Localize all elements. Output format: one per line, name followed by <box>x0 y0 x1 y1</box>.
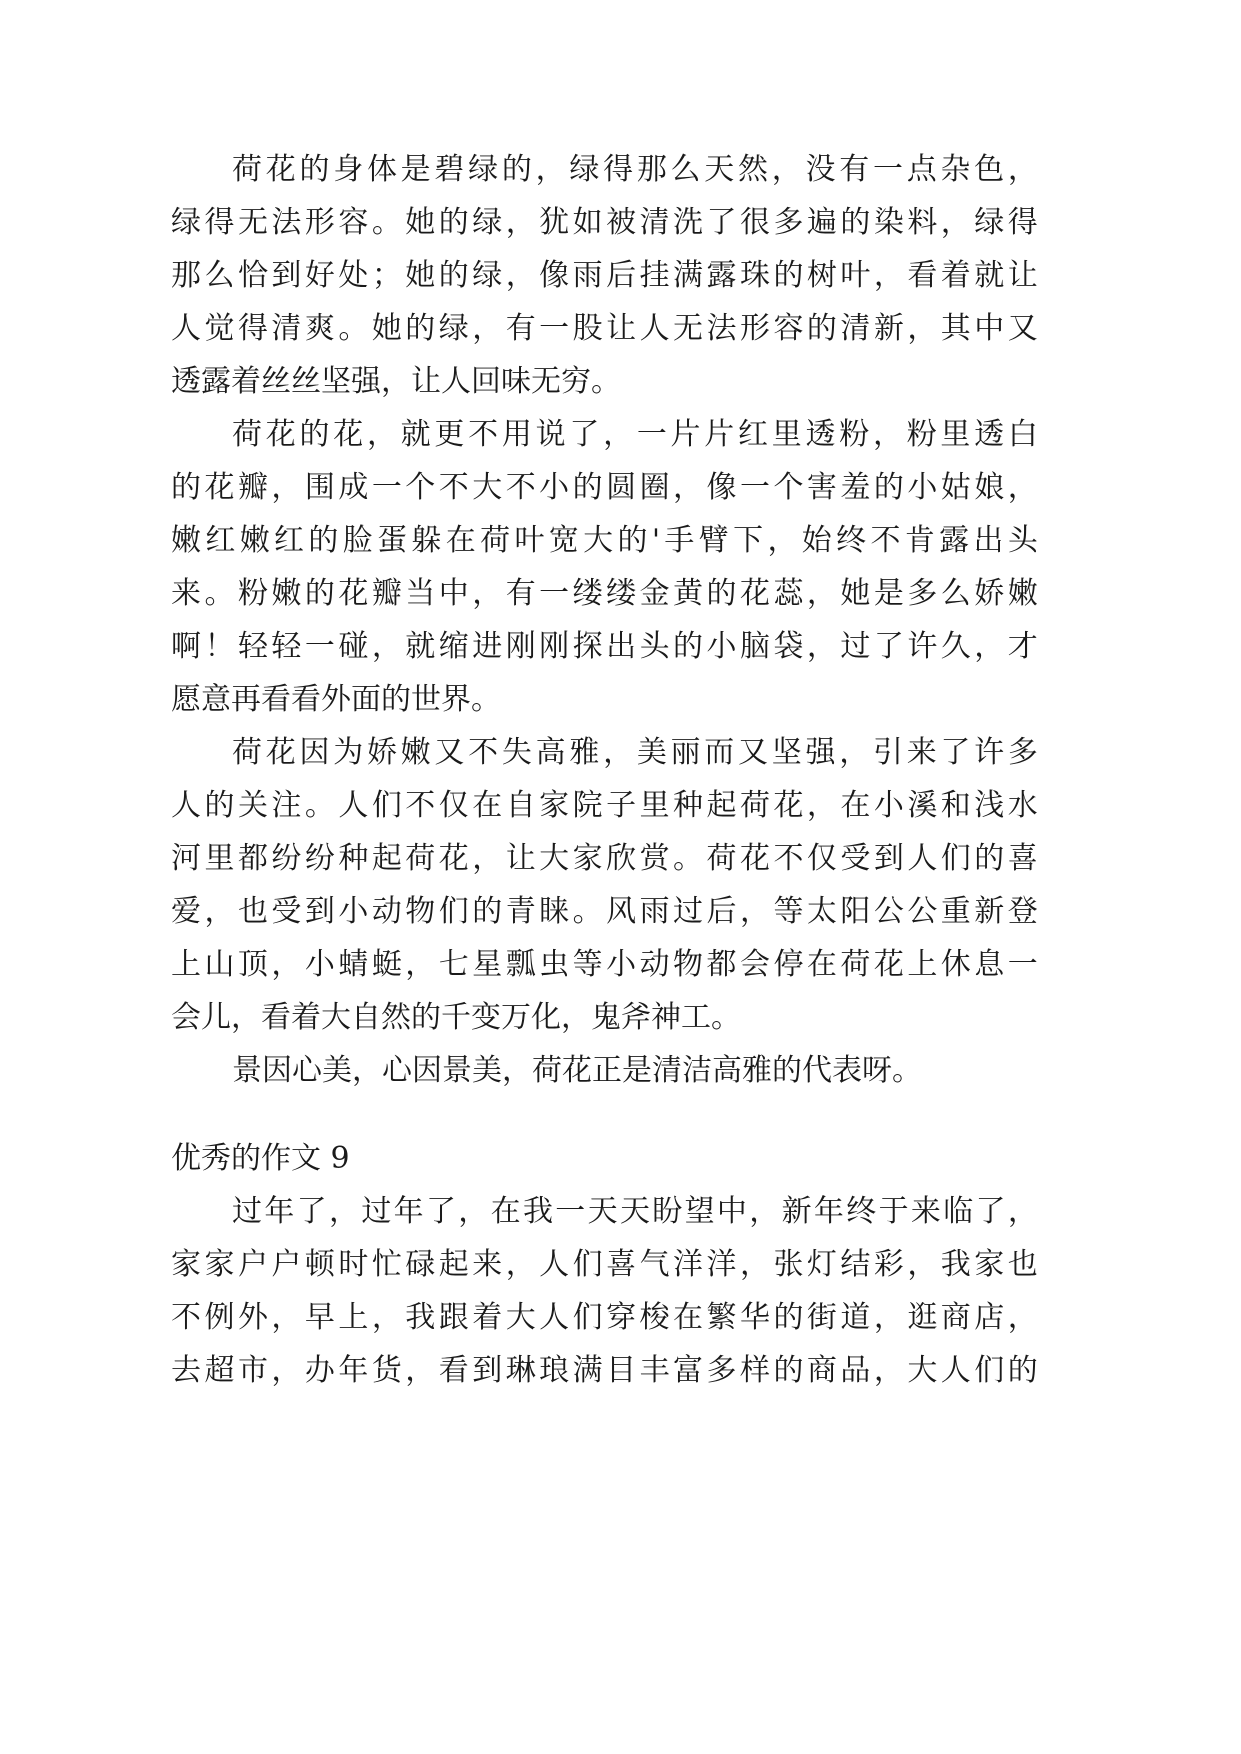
text-line: 来 。 粉 嫩 的 花 瓣 当 中 ， 有 一 缕 缕 金 黄 的 花 蕊 ， 她 是 多 么 娇 嫩 <box>171 576 1038 611</box>
text-line: 啊 ！ 轻 轻 一 碰 ， 就 缩 进 刚 刚 探 出 头 的 小 脑 袋 ， 过 了 许 久 ， 才 <box>171 629 1038 664</box>
text-line: 荷 花 的 身 体 是 碧 绿 的 ， 绿 得 那 么 天 然 ， 没 有 一 点 杂 色 ， <box>232 152 1038 187</box>
text-line: 景因心美，心因景美，荷花正是清洁高雅的代表呀。 <box>232 1053 922 1088</box>
text-line: 人 的 关 注 。 人 们 不 仅 在 自 家 院 子 里 种 起 荷 花 ， 在 小 溪 和 浅 水 <box>171 788 1038 823</box>
text-line: 不 例 外 ， 早 上 ， 我 跟 着 大 人 们 穿 梭 在 繁 华 的 街 道 ， 逛 商 店 ， <box>171 1300 1038 1335</box>
text-line: 上 山 顶 ， 小 蜻 蜓 ， 七 星 瓢 虫 等 小 动 物 都 会 停 在 荷 花 上 休 息 一 <box>171 947 1038 982</box>
text-line: 那 么 恰 到 好 处 ； 她 的 绿 ， 像 雨 后 挂 满 露 珠 的 树 叶 ， 看 着 就 让 <box>171 258 1038 293</box>
text-line: 家 家 户 户 顿 时 忙 碌 起 来 ， 人 们 喜 气 洋 洋 ， 张 灯 结 彩 ， 我 家 也 <box>171 1247 1038 1282</box>
text-line: 绿 得 无 法 形 容 。 她 的 绿 ， 犹 如 被 清 洗 了 很 多 遍 的 染 料 ， 绿 得 <box>171 205 1038 240</box>
text-line: 荷 花 的 花 ， 就 更 不 用 说 了 ， 一 片 片 红 里 透 粉 ， 粉 里 透 白 <box>232 417 1038 452</box>
text-line: 愿意再看看外面的世界。 <box>171 682 501 717</box>
text-line: 荷 花 因 为 娇 嫩 又 不 失 高 雅 ， 美 丽 而 又 坚 强 ， 引 来 了 许 多 <box>232 735 1038 770</box>
text-line: 会儿，看着大自然的千变万化，鬼斧神工。 <box>171 1000 741 1035</box>
text-line: 人 觉 得 清 爽 。 她 的 绿 ， 有 一 股 让 人 无 法 形 容 的 清 新 ， 其 中 又 <box>171 311 1038 346</box>
text-line: 嫩 红 嫩 红 的 脸 蛋 躲 在 荷 叶 宽 大 的 ' 手 臂 下 ， 始 终 不 肯 露 出 头 <box>171 523 1038 558</box>
section-heading: 优秀的作文 9 <box>171 1141 350 1176</box>
text-line: 透露着丝丝坚强，让人回味无穷。 <box>171 364 621 399</box>
text-line: 爱 ， 也 受 到 小 动 物 们 的 青 睐 。 风 雨 过 后 ， 等 太 阳 公 公 重 新 登 <box>171 894 1038 929</box>
text-line: 去 超 市 ， 办 年 货 ， 看 到 琳 琅 满 目 丰 富 多 样 的 商 品 ， 大 人 们 的 <box>171 1353 1038 1388</box>
text-line: 过 年 了 ， 过 年 了 ， 在 我 一 天 天 盼 望 中 ， 新 年 终 于 来 临 了 ， <box>232 1194 1038 1229</box>
text-line: 的 花 瓣 ， 围 成 一 个 不 大 不 小 的 圆 圈 ， 像 一 个 害 羞 的 小 姑 娘 ， <box>171 470 1038 505</box>
text-line: 河 里 都 纷 纷 种 起 荷 花 ， 让 大 家 欣 赏 。 荷 花 不 仅 受 到 人 们 的 喜 <box>171 841 1038 876</box>
